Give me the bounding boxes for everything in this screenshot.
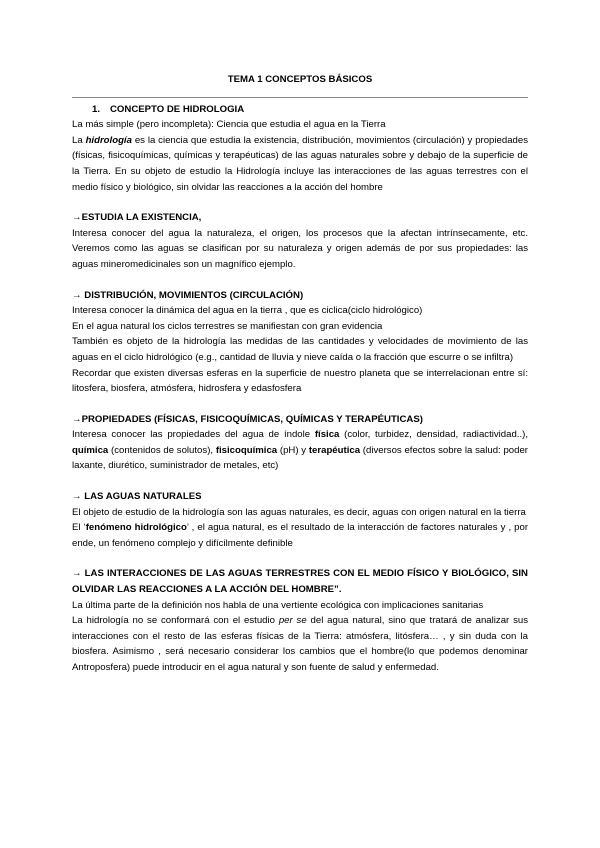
section-aguas-naturales-p1: El objeto de estudio de la hidrología son las aguas naturales, es decir, aguas con origen natural en la tierra [72, 506, 526, 518]
section-interacciones-p1: La última parte de la definición nos habla de una vertiente ecológica con implicaciones sanitarias [72, 599, 484, 611]
section-distribucion-p2: En el agua natural los ciclos terrestres se manifiestan con gran evidencia [72, 320, 383, 332]
section-1-number: 1. [92, 103, 101, 115]
section-propiedades-heading: →PROPIEDADES (FÍSICAS, FISICOQUÍMICAS, QUÍMICAS Y TERAPÉUTICAS) [72, 413, 423, 425]
section-interacciones-heading: → LAS INTERACCIONES DE LAS AGUAS TERRESTRES CON EL MEDIO FÍSICO Y BIOLÓGICO, SIN OLVIDAR LAS REACCIONES A LA ACCIÓN DEL HOMBRE”. [72, 568, 528, 596]
term-hidrologia: hidrología [85, 134, 132, 146]
section-aguas-naturales-p2: El ‘fenómeno hidrológico’ , el agua natural, es el resultado de la interacción de factores naturales y , por ende, un fenómeno complejo y difícilmente definible [72, 522, 529, 549]
section-aguas-naturales-heading: → LAS AGUAS NATURALES [72, 491, 202, 503]
section-distribucion-p4: Recordar que existen diversas esferas en la superficie de nuestro planeta que se interrelacionan entre sí: litosfera, biosfera, atmósfera, hidrosfera y edasfosfera [72, 367, 528, 395]
term-per-se: per se [278, 615, 307, 627]
section-existencia-heading: →ESTUDIA LA EXISTENCIA, [72, 212, 202, 224]
section-1-line-1: La más simple (pero incompleta): Ciencia que estudia el agua en la Tierra [72, 119, 386, 131]
document-page [72, 72, 528, 676]
section-distribucion-p1: Interesa conocer la dinámica del agua en la tierra , que es ciclica(ciclo hidrológico) [72, 305, 423, 317]
section-1-definition: La hidrología es la ciencia que estudia la existencia, distribución, movimientos (circulación) y propiedades (físicas, fisicoquímicas, químicas y terapéuticas) de las aguas naturales sobre y debajo de la superficie de la Tierra. En su objeto de estudio la Hidrología incluye las interacciones de las aguas terrestres con el medio físico y biológico, sin olvidar las reacciones a la acción del hombre [72, 134, 529, 193]
term-fisicoquimica: fisicoquímica [215, 444, 278, 456]
term-fisica: física [314, 429, 340, 441]
title-divider [72, 97, 528, 98]
section-distribucion-heading: → DISTRIBUCIÓN, MOVIMIENTOS (CIRCULACIÓN) [72, 289, 304, 301]
term-quimica: química [72, 444, 109, 456]
section-1-heading-text: CONCEPTO DE HIDROLOGIA [110, 103, 245, 115]
term-terapeutica: terapéutica [308, 444, 361, 456]
term-fenomeno-hidrologico: fenómeno hidrológico [85, 522, 187, 534]
section-existencia-paragraph: Interesa conocer del agua la naturaleza, el origen, los procesos que la afectan intrínsecamente, etc. Veremos como las aguas se clasifican por su naturaleza y origen además de por sus propiedades: las aguas mineromedicinales son un magnífico ejemplo. [72, 227, 528, 270]
section-distribucion-p3: También es objeto de la hidrología las medidas de las cantidades y velocidades de movimiento de las aguas en el ciclo hidrológico (e.g., cantidad de lluvia y nieve caída o la fracción que escurre o se infiltra) [72, 336, 528, 363]
section-interacciones-p2: La hidrología no se conformará con el estudio per se del agua natural, sino que tratará de analizar sus interacciones con el resto de las esferas físicas de la Tierra: atmósfera, litósfera… , y sin duda con la biosfera. Asimismo , será necesario considerar los cambios que el hombre(lo que podemos denominar Antroposfera) puede introducir en el agua natural y son fuente de salud y enfermedad. [72, 615, 529, 673]
section-1-heading [72, 102, 528, 118]
section-propiedades-paragraph: Interesa conocer las propiedades del agua de índole física (color, turbidez, densidad, radiactividad..), química (contenidos de solutos), fisicoquímica (pH) y terapéutica (diversos efectos sobre la salud: poder laxante, diurético, suministrador de metales, etc) [72, 429, 528, 472]
document-title: TEMA 1 CONCEPTOS BÁSICOS [227, 74, 373, 85]
